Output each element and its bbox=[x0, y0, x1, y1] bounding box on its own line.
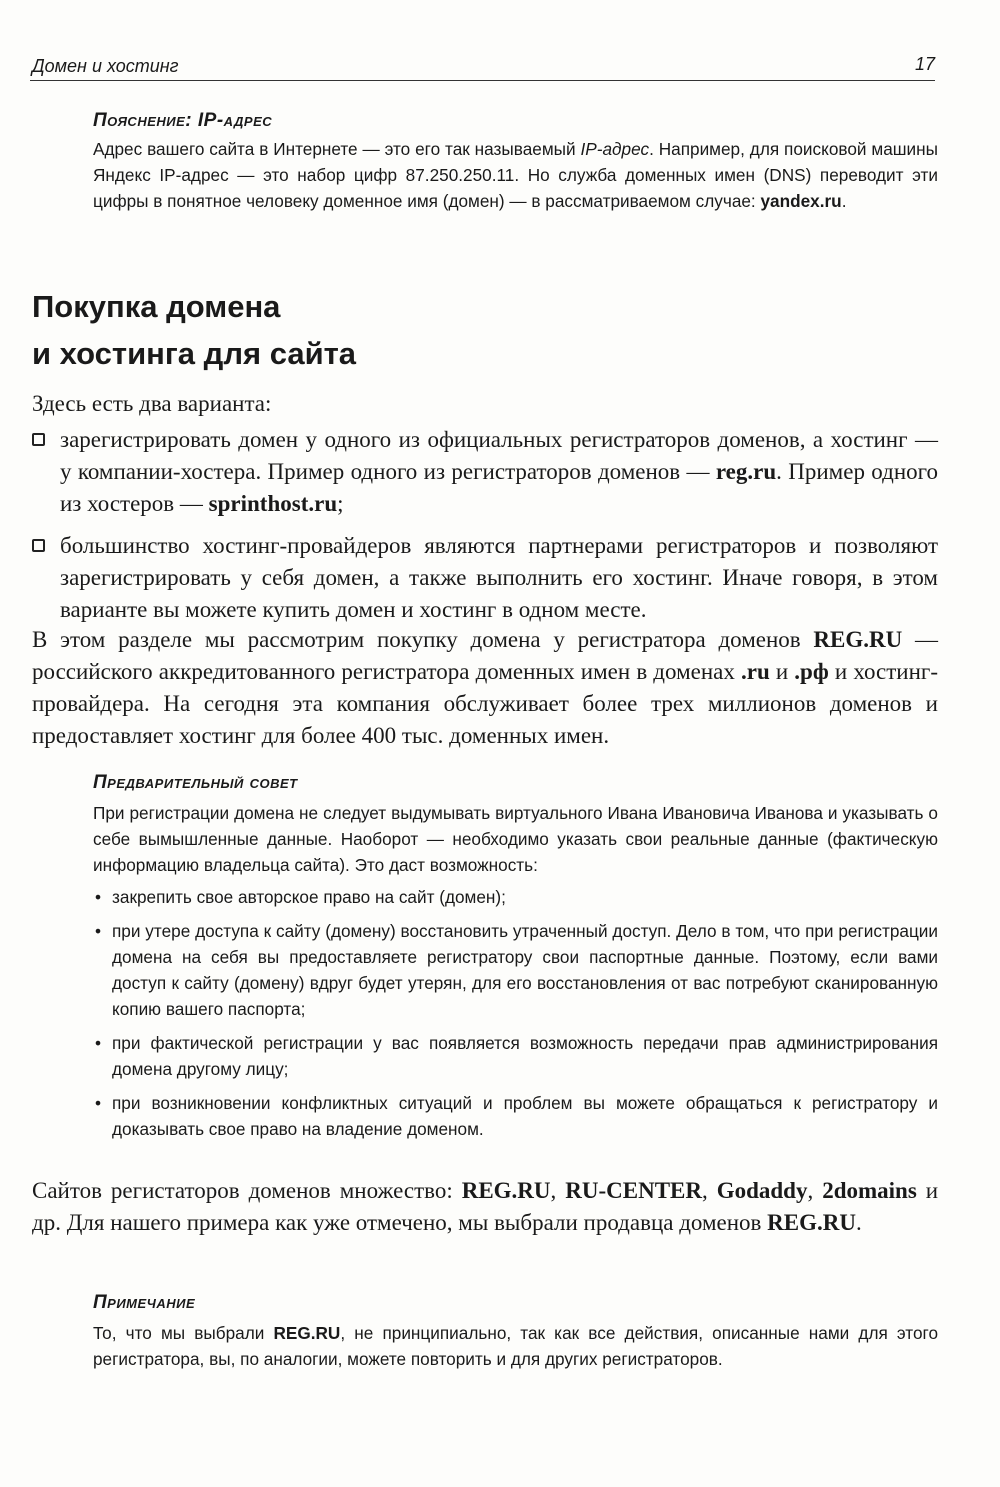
text-run: В этом разделе мы рассмотрим покупку домена у регистратора доменов bbox=[32, 627, 814, 652]
section-heading-line2: и хостинга для сайта bbox=[32, 336, 357, 371]
page-number: 17 bbox=[914, 54, 935, 74]
list-item bbox=[93, 1090, 938, 1142]
checkbox-bullet-icon bbox=[32, 539, 45, 552]
text-run: То, что мы выбрали bbox=[93, 1323, 274, 1343]
registrars-paragraph-text bbox=[32, 1175, 938, 1239]
text-run: Адрес вашего сайта в Интернете — это его так называемый bbox=[93, 139, 581, 159]
note-ip-address-paragraph bbox=[93, 136, 938, 214]
registrars-paragraph bbox=[32, 1175, 938, 1239]
note-title-remark: Примечание bbox=[93, 1292, 196, 1313]
intro-text: Здесь есть два варианта: bbox=[32, 391, 272, 416]
bold-regru: reg.ru bbox=[715, 459, 777, 484]
text-run: , не принципиально, так как все действия, описанные нами для этого регистратора, вы, по аналогии, можете повторить и для других регистраторов. bbox=[93, 1323, 938, 1369]
text-run: и др. Для нашего примера как уже отмечено, мы выбрали продавца доменов bbox=[32, 1178, 939, 1235]
text-run: . bbox=[855, 1210, 862, 1235]
text-run: . Пример одного из хостеров — bbox=[60, 459, 939, 516]
text-run: . bbox=[841, 191, 847, 211]
list-item bbox=[93, 1030, 938, 1082]
option-item-2 bbox=[32, 530, 938, 626]
running-header-title: Домен и хостинг bbox=[32, 56, 179, 76]
list-item bbox=[93, 918, 938, 1022]
note-advice-intro: При регистрации домена не следует выдумывать виртуального Ивана Ивановича Иванова и указывать о себе вымышленные данные. Наоборот — необходимо указать свои реальные данные (фактическую информацию владельца сайта). Это даст возможность: bbox=[93, 803, 938, 875]
text-run: ; bbox=[337, 491, 344, 516]
note-ip-address-text bbox=[93, 136, 938, 214]
advice-bullet-list bbox=[93, 884, 938, 1142]
bold-godaddy: Godaddy bbox=[716, 1178, 808, 1203]
bold-rucenter: RU-CENTER bbox=[565, 1178, 702, 1203]
note-title-advice: Предварительный совет bbox=[93, 772, 298, 793]
note-title-ip-address: Пояснение: IP-адрес bbox=[93, 110, 273, 131]
option-item-1 bbox=[32, 424, 938, 520]
list-item bbox=[93, 884, 938, 910]
list-item-text: при фактической регистрации у вас появляется возможность передачи прав администрирования домена другому лицу; bbox=[112, 1033, 938, 1079]
regru-paragraph-text bbox=[32, 624, 938, 752]
intro-paragraph bbox=[32, 388, 938, 420]
note-remark-paragraph bbox=[93, 1320, 938, 1372]
text-run: большинство хостинг-провайдеров являются партнерами регистраторов и позволяют зарегистрировать у себя домен, а также выполнить его хостинг. Иначе говоря, в этом варианте вы можете купить домен и хостинг в одном месте. bbox=[60, 533, 938, 622]
text-run: зарегистрировать домен у одного из официальных регистраторов доменов, а хостинг — у компании-хостера. Пример одного из регистраторов доменов — bbox=[60, 427, 938, 484]
bold-regru: REG.RU bbox=[461, 1178, 551, 1203]
bold-regru: REG.RU bbox=[813, 627, 903, 652]
bold-regru: REG.RU bbox=[767, 1210, 856, 1235]
bold-domain-example: yandex.ru bbox=[760, 191, 842, 211]
text-run: . Например, для поисковой машины Яндекс IP-адрес — это набор цифр 87.250.250.11. Но служба доменных имен (DNS) переводит эти цифры в понятное человеку доменное имя (домен) — в рассматриваемом случае: bbox=[93, 139, 938, 211]
running-header bbox=[30, 54, 935, 81]
note-advice-text bbox=[93, 800, 938, 1150]
regru-paragraph bbox=[32, 624, 938, 752]
text-run: , bbox=[701, 1178, 717, 1203]
section-heading bbox=[32, 283, 356, 377]
bold-sprinthost: sprinthost.ru bbox=[208, 491, 338, 516]
note-remark-text bbox=[93, 1320, 938, 1372]
checkbox-bullet-icon bbox=[32, 433, 45, 446]
text-run: , bbox=[550, 1178, 566, 1203]
list-item-text: при утере доступа к сайту (домену) восстановить утраченный доступ. Дело в том, что при регистрации домена на себя вы предоставляете регистратору свои паспортные данные. Поэтому, если вами доступ к сайту (домену) вдруг будет утерян, для его восстановления от вас потребуют сканированную копию вашего паспорта; bbox=[112, 921, 938, 1019]
bold-2domains: 2domains bbox=[822, 1178, 917, 1203]
text-run: , bbox=[807, 1178, 823, 1203]
section-heading-line1: Покупка домена bbox=[32, 289, 281, 324]
list-item-text: при возникновении конфликтных ситуаций и проблем вы можете обращаться к регистратору и доказывать свое право на владение доменом. bbox=[112, 1093, 938, 1139]
list-item-text: закрепить свое авторское право на сайт (домен); bbox=[112, 887, 506, 907]
text-run: и хостинг-провайдера. На сегодня эта компания обслуживает более трех миллионов доменов и предоставляет хостинг для более 400 тыс. доменных имен. bbox=[32, 659, 938, 748]
bullet-icon: • bbox=[95, 1093, 102, 1113]
bullet-icon: • bbox=[95, 887, 102, 907]
text-run: и bbox=[769, 659, 795, 684]
bold-regru: REG.RU bbox=[273, 1323, 341, 1343]
text-run: Сайтов регистаторов доменов множество: bbox=[32, 1178, 462, 1203]
options-list bbox=[32, 424, 938, 626]
bullet-icon: • bbox=[95, 1033, 102, 1053]
bold-rf-zone: .рф bbox=[794, 659, 829, 684]
emphasis-ip: IP-адрес bbox=[580, 139, 650, 159]
bold-ru-zone: .ru bbox=[740, 659, 770, 684]
bullet-icon: • bbox=[95, 921, 102, 941]
text-run: — российского аккредитованного регистратора доменных имен в доменах bbox=[32, 627, 939, 684]
